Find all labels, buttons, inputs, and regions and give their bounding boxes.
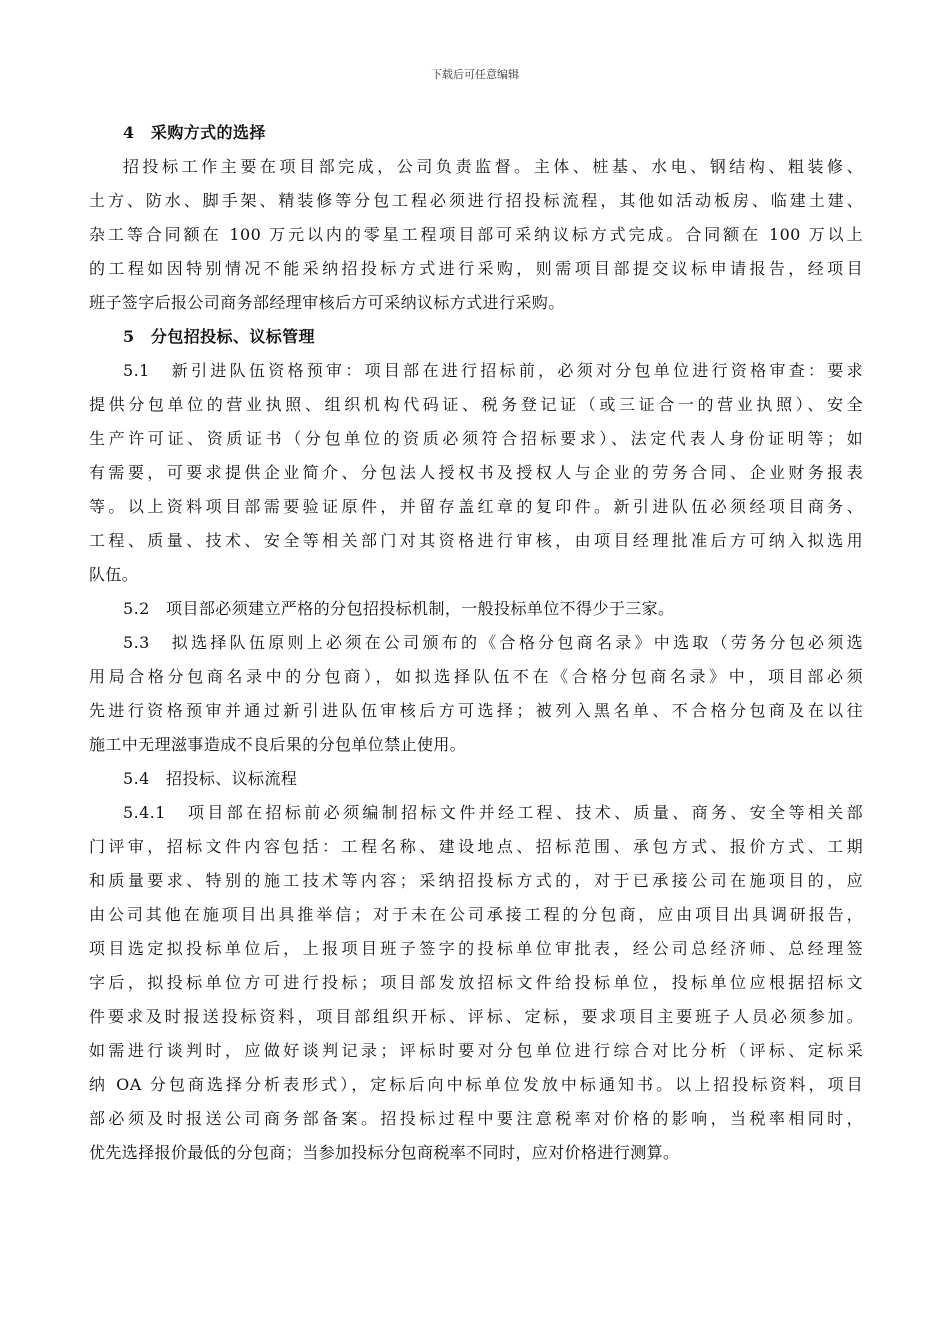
clause-5-1 — [89, 354, 863, 592]
paragraph-line: 由公司其他在施项目出具推举信；对于未在公司承接工程的分包商，应由项目出具调研报告， — [89, 905, 863, 924]
paragraph-line: 件要求及时报送投标资料，项目部组织开标、评标、定标，要求项目主要班子人员必须参加。 — [89, 1007, 863, 1026]
paragraph-line: 先进行资格预审并通过新引进队伍审核后方可选择；被列入黑名单、不合格分包商及在以往 — [89, 701, 863, 720]
paragraph-line: 用局合格分包商名录中的分包商），如拟选择队伍不在《合格分包商名录》中，项目部必须 — [89, 667, 863, 686]
paragraph-line: 如需进行谈判时，应做好谈判记录；评标时要对分包单位进行综合对比分析（评标、定标采 — [89, 1041, 863, 1060]
clause-5-4-1 — [89, 796, 863, 1170]
page-header-note: 下载后可任意编辑 — [431, 68, 519, 81]
paragraph-line: 5.3 拟选择队伍原则上必须在公司颁布的《合格分包商名录》中选取（劳务分包必须选 — [123, 633, 863, 652]
section-4-heading: 4 采购方式的选择 — [123, 123, 266, 142]
paragraph-line: 和质量要求、特别的施工技术等内容；采纳招投标方式的，对于已承接公司在施项目的，应 — [89, 871, 863, 890]
paragraph-line: 字后，拟投标单位方可进行投标；项目部发放招标文件给投标单位，投标单位应根据招标文 — [89, 973, 863, 992]
paragraph-line: 门评审，招标文件内容包括：工程名称、建设地点、招标范围、承包方式、报价方式、工期 — [89, 837, 863, 856]
paragraph-line: 有需要，可要求提供企业简介、分包法人授权书及授权人与企业的劳务合同、企业财务报表 — [89, 463, 863, 482]
document-body — [89, 116, 863, 1170]
paragraph-line: 等。以上资料项目部需要验证原件，并留存盖红章的复印件。新引进队伍必须经项目商务、 — [89, 497, 863, 516]
paragraph-line: 优先选择报价最低的分包商；当参加投标分包商税率不同时，应对价格进行测算。 — [89, 1143, 680, 1162]
paragraph-line: 土方、防水、脚手架、精装修等分包工程必须进行招投标流程，其他如活动板房、临建土建、 — [89, 191, 863, 210]
clause-5-3 — [89, 626, 863, 762]
paragraph-line: 5.1 新引进队伍资格预审：项目部在进行招标前，必须对分包单位进行资格审查：要求 — [123, 361, 863, 380]
paragraph-line: 施工中无理滋事造成不良后果的分包单位禁止使用。 — [89, 735, 467, 754]
paragraph-line: 招投标工作主要在项目部完成，公司负责监督。主体、桩基、水电、钢结构、粗装修、 — [123, 157, 863, 176]
section-4-paragraph — [89, 150, 863, 320]
paragraph-line: 项目选定拟投标单位后，上报项目班子签字的投标单位审批表，经公司总经济师、总经理签 — [89, 939, 863, 958]
paragraph-line: 班子签字后报公司商务部经理审核后方可采纳议标方式进行采购。 — [89, 293, 565, 312]
paragraph-line: 纳 OA 分包商选择分析表形式），定标后向中标单位发放中标通知书。以上招投标资料，项目 — [89, 1075, 863, 1094]
clause-5-2 — [89, 592, 863, 626]
paragraph-line: 队伍。 — [89, 565, 139, 584]
paragraph-line: 杂工等合同额在 100 万元以内的零星工程项目部可采纳议标方式完成。合同额在 100 万以上 — [89, 225, 863, 244]
paragraph-line: 5.4.1 项目部在招标前必须编制招标文件并经工程、技术、质量、商务、安全等相关部 — [123, 803, 863, 822]
paragraph-line: 5.4 招投标、议标流程 — [123, 769, 298, 788]
paragraph-line: 工程、质量、技术、安全等相关部门对其资格进行审核，由项目经理批准后方可纳入拟选用 — [89, 531, 863, 550]
paragraph-line: 部必须及时报送公司商务部备案。招投标过程中要注意税率对价格的影响，当税率相同时， — [89, 1109, 863, 1128]
paragraph-line: 生产许可证、资质证书（分包单位的资质必须符合招标要求）、法定代表人身份证明等；如 — [89, 429, 863, 448]
section-5-heading: 5 分包招投标、议标管理 — [123, 327, 315, 346]
paragraph-line: 提供分包单位的营业执照、组织机构代码证、税务登记证（或三证合一的营业执照）、安全 — [89, 395, 863, 414]
paragraph-line: 5.2 项目部必须建立严格的分包招投标机制，一般投标单位不得少于三家。 — [123, 599, 675, 618]
clause-5-4 — [89, 762, 863, 796]
paragraph-line: 的工程如因特别情况不能采纳招投标方式进行采购，则需项目部提交议标申请报告，经项目 — [89, 259, 863, 278]
